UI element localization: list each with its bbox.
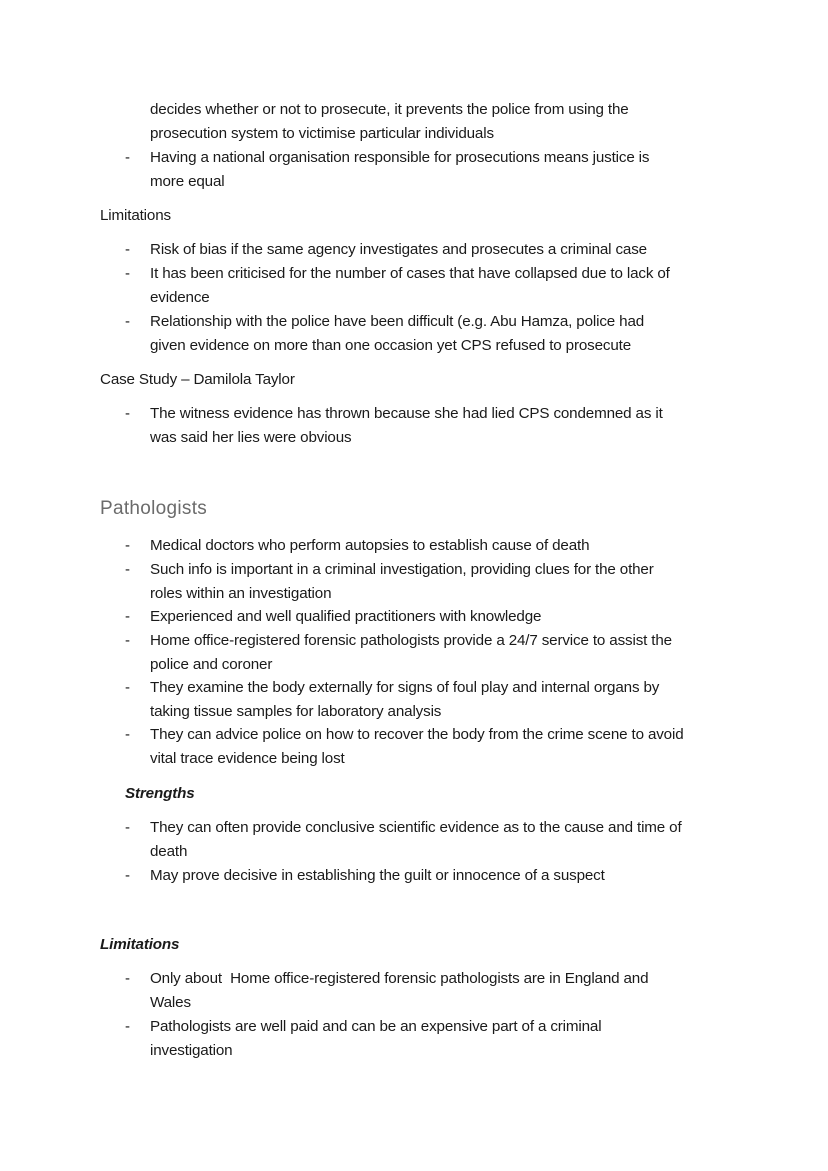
bullet-marker: - <box>125 726 130 743</box>
list-item: The witness evidence has thrown because she had lied CPS condemned as it <box>150 405 663 422</box>
list-item-continuation: death <box>150 843 188 860</box>
bullet-marker: - <box>125 561 130 578</box>
list-item-continuation: was said her lies were obvious <box>150 429 352 446</box>
list-item-continuation: evidence <box>150 289 210 306</box>
list-item: It has been criticised for the number of cases that have collapsed due to lack of <box>150 265 670 282</box>
bullet-marker: - <box>125 970 130 987</box>
list-item-continuation: given evidence on more than one occasion yet CPS refused to prosecute <box>150 337 632 354</box>
list-item-continuation: taking tissue samples for laboratory analysis <box>150 703 442 720</box>
list-item-continuation: Wales <box>150 994 191 1011</box>
list-item: They examine the body externally for signs of foul play and internal organs by <box>150 679 660 696</box>
bullet-marker: - <box>125 149 130 166</box>
list-item: Home office-registered forensic pathologists provide a 24/7 service to assist the <box>150 632 672 649</box>
bullet-marker: - <box>125 608 130 625</box>
paragraph-line: prosecution system to victimise particular individuals <box>150 125 494 142</box>
list-item: They can advice police on how to recover the body from the crime scene to avoid <box>150 726 684 743</box>
list-item: Such info is important in a criminal investigation, providing clues for the other <box>150 561 654 578</box>
list-item-continuation: more equal <box>150 173 225 190</box>
list-item: They can often provide conclusive scientific evidence as to the cause and time of <box>150 819 682 836</box>
list-item: Relationship with the police have been difficult (e.g. Abu Hamza, police had <box>150 313 645 330</box>
list-item: May prove decisive in establishing the guilt or innocence of a suspect <box>150 867 605 884</box>
paragraph-line: decides whether or not to prosecute, it prevents the police from using the <box>150 101 629 118</box>
section-label-limitations: Limitations <box>100 936 180 953</box>
bullet-marker: - <box>125 819 130 836</box>
bullet-marker: - <box>125 537 130 554</box>
section-label-case-study: Case Study – Damilola Taylor <box>100 371 295 388</box>
list-item-continuation: vital trace evidence being lost <box>150 750 345 767</box>
list-item-continuation: investigation <box>150 1042 233 1059</box>
section-label-strengths: Strengths <box>125 785 195 802</box>
section-heading-pathologists: Pathologists <box>100 498 208 519</box>
bullet-marker: - <box>125 405 130 422</box>
list-item: Experienced and well qualified practitioners with knowledge <box>150 608 542 625</box>
list-item-continuation: police and coroner <box>150 656 273 673</box>
bullet-marker: - <box>125 265 130 282</box>
bullet-marker: - <box>125 679 130 696</box>
bullet-marker: - <box>125 313 130 330</box>
list-item-continuation: roles within an investigation <box>150 585 332 602</box>
bullet-marker: - <box>125 632 130 649</box>
list-item: Risk of bias if the same agency investigates and prosecutes a criminal case <box>150 241 647 258</box>
list-item: Medical doctors who perform autopsies to establish cause of death <box>150 537 590 554</box>
list-item: Pathologists are well paid and can be an expensive part of a criminal <box>150 1018 602 1035</box>
bullet-marker: - <box>125 241 130 258</box>
section-label-limitations: Limitations <box>100 207 171 224</box>
bullet-marker: - <box>125 867 130 884</box>
list-item: Having a national organisation responsible for prosecutions means justice is <box>150 149 650 166</box>
bullet-marker: - <box>125 1018 130 1035</box>
list-item: Only about Home office-registered forensic pathologists are in England and <box>150 970 649 987</box>
